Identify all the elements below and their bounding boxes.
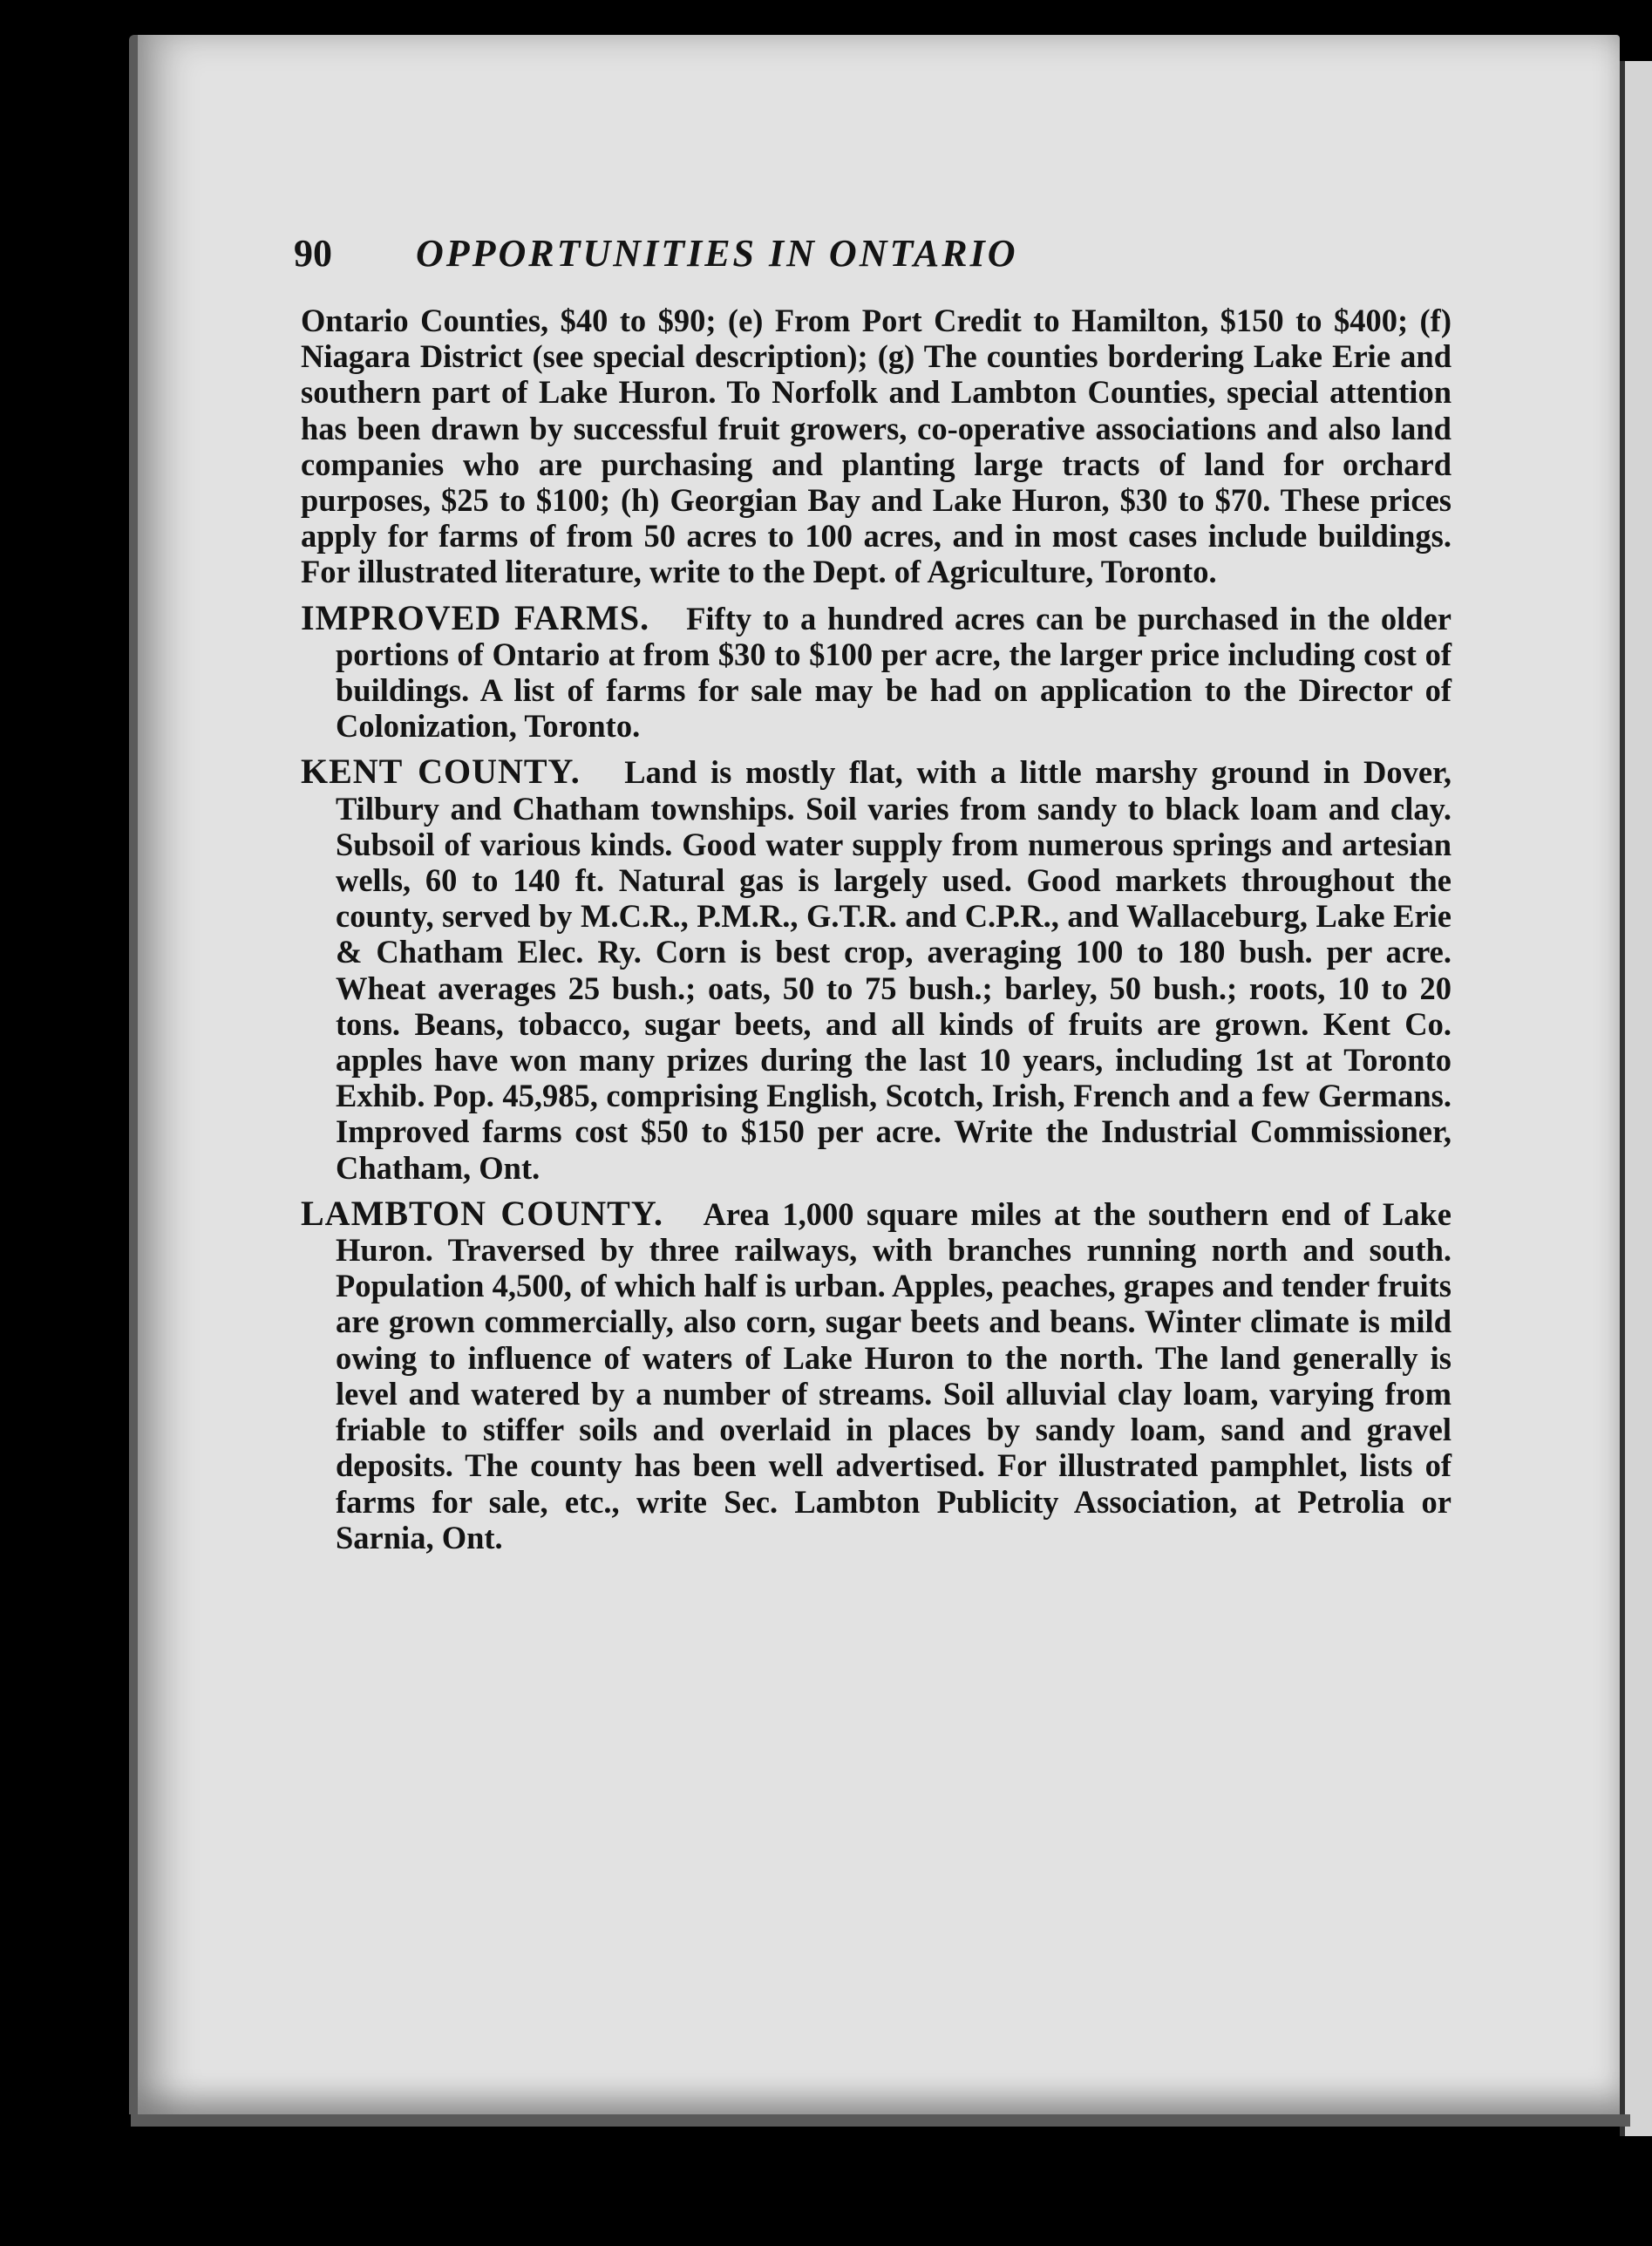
paragraph-continued-prices	[301, 303, 1451, 590]
paragraph-text: Land is mostly flat, with a little marshy ground in Dover, Tilbury and Chatham townships. Soil varies from sandy to black loam and clay. Subsoil of various kinds. Good water supply from numerous springs and artesian wells, 60 to 140 ft. Natural gas is largely used. Good markets throughout the county, served by M.C.R., P.M.R., G.T.R. and C.P.R., and Wallaceburg, Lake Erie & Chatham Elec. Ry. Corn is best crop, averaging 100 to 180 bush. per acre. Wheat averages 25 bush.; oats, 50 to 75 bush.; barley, 50 bush.; roots, 10 to 20 tons. Beans, tobacco, sugar beets, and all kinds of fruits are grown. Kent Co. apples have won many prizes during the last 10 years, including 1st at Toronto Exhib. Pop. 45,985, comprising English, Scotch, Irish, French and a few Germans. Improved farms cost $50 to $150 per acre. Write the Industrial Commissioner, Chatham, Ont.	[336, 754, 1451, 1186]
paragraph-text: Area 1,000 square miles at the southern end of Lake Huron. Traversed by three railways, with branches running north and south. Population 4,500, of which half is urban. Apples, peaches, grapes and tender fruits are grown commercially, also corn, sugar beets and beans. Winter climate is mild owing to influence of waters of Lake Huron to the north. The land generally is level and watered by a number of streams. Soil alluvial clay loam, varying from friable to stiffer soils and overlaid in places by sandy loam, sand and gravel deposits. The county has been well advertised. For illustrated pamphlet, lists of farms for sale, etc., write Sec. Lambton Publicity Association, at Petrolia or Sarnia, Ont.	[336, 1195, 1451, 1555]
paragraph-kent-county	[301, 753, 1451, 1185]
section-heading: IMPROVED FARMS.	[301, 597, 676, 637]
section-heading: LAMBTON COUNTY.	[301, 1193, 692, 1233]
page-number: 90	[294, 232, 332, 275]
page-text-block	[294, 231, 1451, 1565]
page-header	[294, 231, 1451, 294]
facing-page-edge	[1620, 61, 1652, 2136]
paragraph-lambton-county	[301, 1195, 1451, 1555]
running-head: OPPORTUNITIES IN ONTARIO	[416, 232, 1018, 275]
paragraph-text: Fifty to a hundred acres can be purchased in the older portions of Ontario at from $30 to $100 per acre, the larger price including cost of buildings. A list of farms for sale may be had on application to the Director of Colonization, Toronto.	[336, 600, 1451, 745]
section-heading: KENT COUNTY.	[301, 752, 611, 792]
page-body	[301, 303, 1451, 1555]
paragraph-text: Ontario Counties, $40 to $90; (e) From Port Credit to Hamilton, $150 to $400; (f) Niagara District (see special description); (g) The counties bordering Lake Erie and southern part of Lake Huron. To Norfolk and Lambton Counties, special attention has been drawn by successful fruit growers, co-operative associations and also land companies who are purchasing and planting large tracts of land for orchard purposes, $25 to $100; (h) Georgian Bay and Lake Huron, $30 to $70. These prices apply for farms of from 50 acres to 100 acres, and in most cases include buildings. For illustrated literature, write to the Dept. of Agriculture, Toronto.	[301, 303, 1451, 590]
page-bottom-edge	[131, 2114, 1630, 2127]
paragraph-improved-farms	[301, 597, 1451, 745]
